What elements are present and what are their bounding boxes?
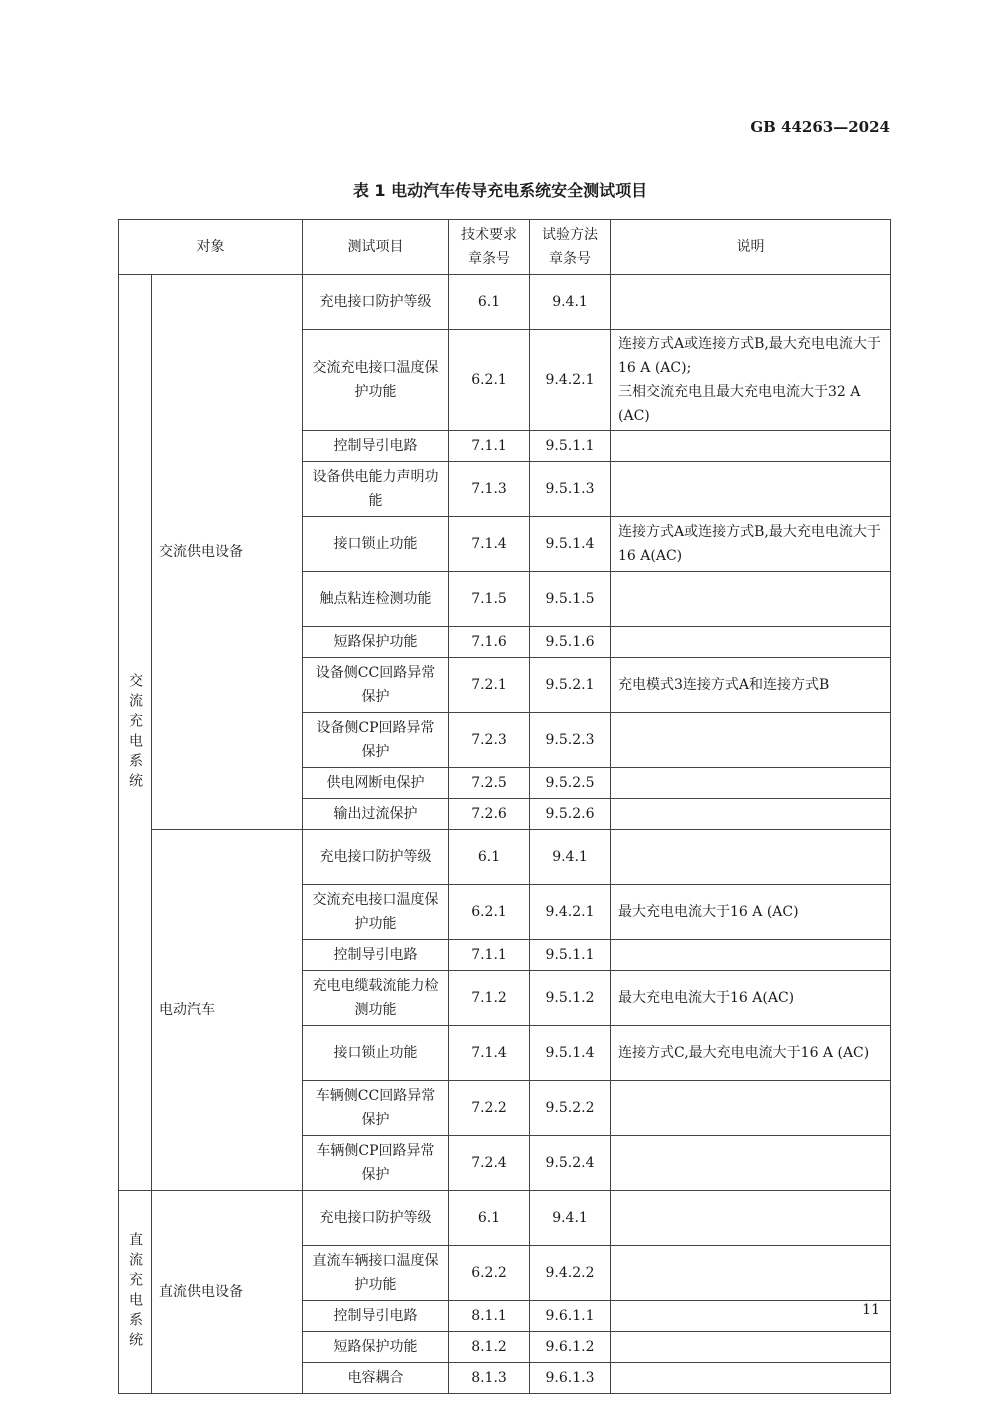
note-cell: 连接方式A或连接方式B,最大充电电流大于16 A (AC); 三相交流充电且最大充电电流大于32 A (AC) (611, 330, 891, 431)
device-label: 电动汽车 (152, 830, 303, 1191)
method-clause-cell: 9.4.1 (530, 1191, 611, 1246)
requirement-clause-cell: 6.2.1 (449, 885, 530, 940)
requirement-clause-cell: 7.1.2 (449, 971, 530, 1026)
test-item-cell: 控制导引电路 (303, 431, 449, 462)
note-cell (611, 830, 891, 885)
method-clause-cell: 9.5.1.3 (530, 462, 611, 517)
note-cell: 最大充电电流大于16 A (AC) (611, 885, 891, 940)
requirement-clause-cell: 7.2.1 (449, 658, 530, 713)
requirement-clause-cell: 7.1.6 (449, 627, 530, 658)
method-clause-cell: 9.5.2.5 (530, 768, 611, 799)
note-cell (611, 431, 891, 462)
method-clause-cell: 9.5.2.3 (530, 713, 611, 768)
note-cell (611, 1081, 891, 1136)
method-clause-cell: 9.5.1.4 (530, 1026, 611, 1081)
requirement-clause-cell: 6.1 (449, 275, 530, 330)
test-item-cell: 电容耦合 (303, 1363, 449, 1394)
column-header: 说明 (611, 220, 891, 275)
test-item-cell: 车辆侧CC回路异常保护 (303, 1081, 449, 1136)
test-item-cell: 设备供电能力声明功能 (303, 462, 449, 517)
table-body (119, 275, 891, 1394)
test-item-cell: 设备侧CC回路异常保护 (303, 658, 449, 713)
requirement-clause-cell: 7.2.6 (449, 799, 530, 830)
system-label: 直流充电系统 (119, 1191, 152, 1394)
test-item-cell: 输出过流保护 (303, 799, 449, 830)
test-item-cell: 充电接口防护等级 (303, 1191, 449, 1246)
standard-code: GB 44263—2024 (750, 118, 890, 136)
test-item-cell: 充电接口防护等级 (303, 830, 449, 885)
requirement-clause-cell: 7.2.2 (449, 1081, 530, 1136)
method-clause-cell: 9.5.2.2 (530, 1081, 611, 1136)
test-item-cell: 触点粘连检测功能 (303, 572, 449, 627)
requirement-clause-cell: 6.2.1 (449, 330, 530, 431)
test-item-cell: 交流充电接口温度保护功能 (303, 885, 449, 940)
requirement-clause-cell: 7.1.4 (449, 1026, 530, 1081)
note-cell (611, 462, 891, 517)
method-clause-cell: 9.5.1.1 (530, 940, 611, 971)
requirement-clause-cell: 7.2.3 (449, 713, 530, 768)
test-item-cell: 短路保护功能 (303, 627, 449, 658)
test-item-cell: 接口锁止功能 (303, 517, 449, 572)
note-cell (611, 799, 891, 830)
test-item-cell: 控制导引电路 (303, 940, 449, 971)
note-cell (611, 1301, 891, 1332)
method-clause-cell: 9.4.2.1 (530, 885, 611, 940)
test-item-cell: 充电电缆载流能力检测功能 (303, 971, 449, 1026)
method-clause-cell: 9.5.1.2 (530, 971, 611, 1026)
method-clause-cell: 9.6.1.2 (530, 1332, 611, 1363)
test-item-cell: 直流车辆接口温度保护功能 (303, 1246, 449, 1301)
column-header: 技术要求章条号 (449, 220, 530, 275)
requirement-clause-cell: 7.1.4 (449, 517, 530, 572)
requirement-clause-cell: 7.1.1 (449, 940, 530, 971)
method-clause-cell: 9.5.1.5 (530, 572, 611, 627)
requirement-clause-cell: 8.1.2 (449, 1332, 530, 1363)
test-item-cell: 接口锁止功能 (303, 1026, 449, 1081)
column-header: 试验方法章条号 (530, 220, 611, 275)
requirement-clause-cell: 8.1.1 (449, 1301, 530, 1332)
note-cell (611, 940, 891, 971)
method-clause-cell: 9.5.2.4 (530, 1136, 611, 1191)
method-clause-cell: 9.5.1.1 (530, 431, 611, 462)
method-clause-cell: 9.5.2.1 (530, 658, 611, 713)
note-cell (611, 275, 891, 330)
note-cell (611, 627, 891, 658)
requirement-clause-cell: 6.1 (449, 1191, 530, 1246)
note-cell: 充电模式3连接方式A和连接方式B (611, 658, 891, 713)
note-cell (611, 1363, 891, 1394)
test-item-cell: 短路保护功能 (303, 1332, 449, 1363)
table-row (119, 275, 891, 330)
method-clause-cell: 9.4.2.1 (530, 330, 611, 431)
note-cell (611, 1136, 891, 1191)
note-cell (611, 768, 891, 799)
device-label: 交流供电设备 (152, 275, 303, 830)
requirement-clause-cell: 7.1.3 (449, 462, 530, 517)
method-clause-cell: 9.4.1 (530, 830, 611, 885)
method-clause-cell: 9.5.1.6 (530, 627, 611, 658)
requirement-clause-cell: 7.2.5 (449, 768, 530, 799)
note-cell (611, 1191, 891, 1246)
test-item-cell: 充电接口防护等级 (303, 275, 449, 330)
page-number: 11 (862, 1302, 880, 1318)
method-clause-cell: 9.4.2.2 (530, 1246, 611, 1301)
requirement-clause-cell: 8.1.3 (449, 1363, 530, 1394)
table-title: 表 1 电动汽车传导充电系统安全测试项目 (352, 181, 648, 200)
note-cell (611, 713, 891, 768)
system-label: 交流充电系统 (119, 275, 152, 1191)
test-item-cell: 设备侧CP回路异常保护 (303, 713, 449, 768)
note-cell: 连接方式C,最大充电电流大于16 A (AC) (611, 1026, 891, 1081)
requirement-clause-cell: 7.2.4 (449, 1136, 530, 1191)
note-cell (611, 572, 891, 627)
device-label: 直流供电设备 (152, 1191, 303, 1394)
note-cell: 最大充电电流大于16 A(AC) (611, 971, 891, 1026)
note-cell: 连接方式A或连接方式B,最大充电电流大于16 A(AC) (611, 517, 891, 572)
test-item-cell: 控制导引电路 (303, 1301, 449, 1332)
table-header-row (119, 220, 891, 275)
requirement-clause-cell: 6.1 (449, 830, 530, 885)
test-item-cell: 供电网断电保护 (303, 768, 449, 799)
note-cell (611, 1246, 891, 1301)
method-clause-cell: 9.6.1.3 (530, 1363, 611, 1394)
note-cell (611, 1332, 891, 1363)
requirement-clause-cell: 6.2.2 (449, 1246, 530, 1301)
requirement-clause-cell: 7.1.1 (449, 431, 530, 462)
test-item-cell: 车辆侧CP回路异常保护 (303, 1136, 449, 1191)
column-header: 测试项目 (303, 220, 449, 275)
table-row (119, 830, 891, 885)
test-items-table (118, 219, 891, 1394)
method-clause-cell: 9.5.2.6 (530, 799, 611, 830)
requirement-clause-cell: 7.1.5 (449, 572, 530, 627)
method-clause-cell: 9.6.1.1 (530, 1301, 611, 1332)
method-clause-cell: 9.5.1.4 (530, 517, 611, 572)
method-clause-cell: 9.4.1 (530, 275, 611, 330)
table-row (119, 1191, 891, 1246)
test-item-cell: 交流充电接口温度保护功能 (303, 330, 449, 431)
column-header: 对象 (119, 220, 303, 275)
